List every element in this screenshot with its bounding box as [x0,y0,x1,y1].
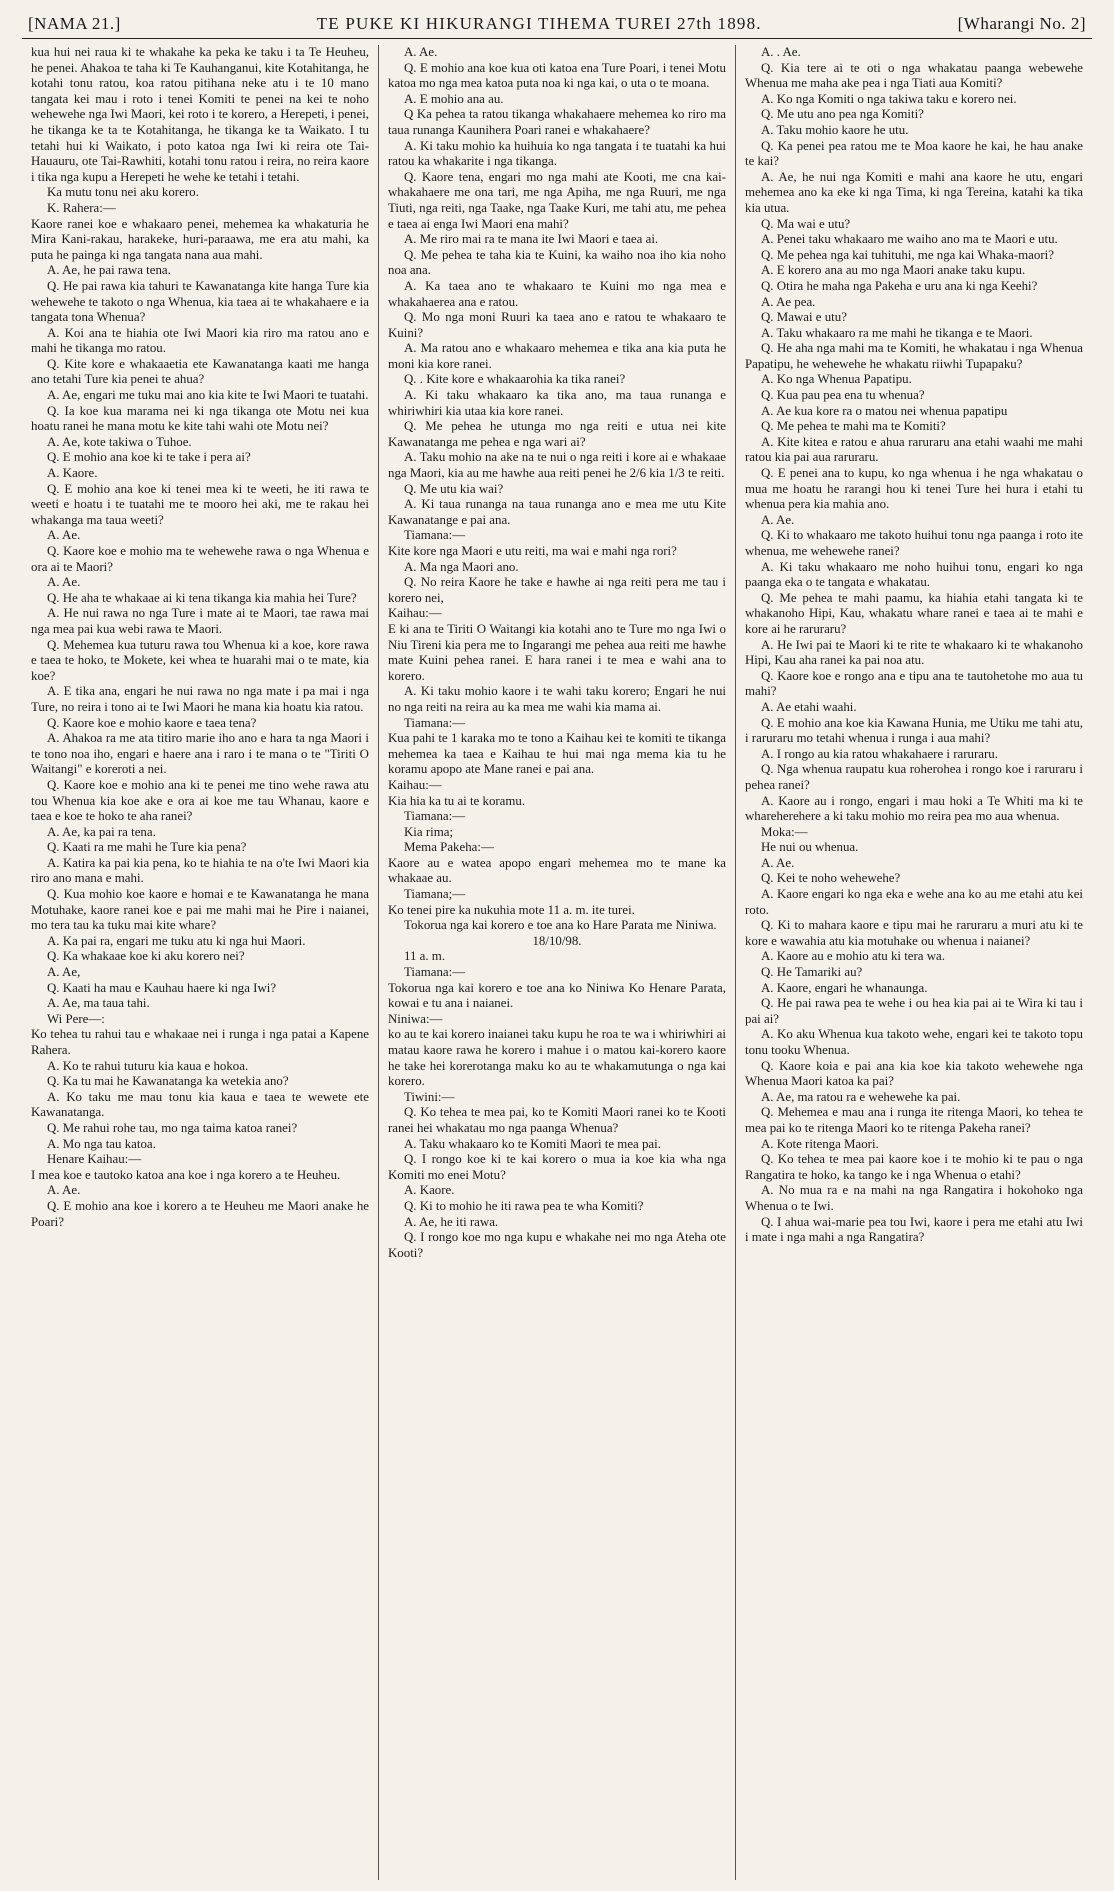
paragraph: Tiamana:— [404,809,466,824]
paragraph: Q. Me pehea te mahi paamu, ka hiahia etahi tangata ki te whakanoho Hipi, Kau, whakatu whare ranei e taea ai te mahi e kore ai he raruraru? [745,590,1083,636]
paragraph: Mema Pakeha:— [404,840,494,855]
paragraph: Q. Ma wai e utu? [761,216,851,231]
paragraph: Tiamana:— [404,528,466,543]
paragraph: Kaore ranei koe e whakaaro penei, mehemea ka whakaturia he Mira Kani-rakau, harakeke, huri-paraawa, me era atu mahi, ka puta he painga ki nga tangata nana aua mahi. [31,216,369,262]
paragraph: Q. E mohio ana koe i korero a te Heuheu me Maori anake he Poari? [31,1198,369,1229]
paragraph: Q. Ki to mahara kaore e tipu mai he raruraru a muri atu ki te kore e wawahia atu kia motuhake ou whenua i naianei? [745,918,1083,948]
paragraph: Q. Ki to whakaaro me takoto huihui tonu nga paanga i roto ite whenua, me wehewehe ranei? [745,528,1083,558]
paragraph: Q. E mohio ana koe kua oti katoa ena Ture Poari, i tenei Motu katoa mo nga mea katoa puta noa ki nga kai, o uta o te moana. [388,60,726,91]
paragraph: ko au te kai korero inaianei taku kupu he roa te wa i whiriwhiri ai matau kaore rawa he korero i mahue i o matou kai-korero kaore he take hei korerotanga maku ko au te whakamutunga o nga kai korero. [388,1027,726,1089]
paragraph: Henare Kaihau:— [47,1152,142,1167]
paragraph: Q. E mohio ana koe kia Kawana Hunia, me Utiku me tahi atu, i raruraru mo tetahi whenua i runga i aua mahi? [745,715,1083,746]
paragraph: Q. Me pehea nga kai tuhituhi, me nga kai Whaka-maori? [761,247,1054,262]
paragraph: Q. Mehemea kua tuturu rawa tou Whenua ki a koe, kore rawa e taea te hoko, te Mokete, kei whea te huarahi mai o te mate, kia koe? [31,637,369,683]
paragraph: Q. Kia tere ai te oti o nga whakatau paanga webewehe Whenua me maha ake pea i nga Tiati aua Komiti? [745,60,1083,91]
paragraph: Tiwini:— [404,1089,455,1104]
paragraph: A. E tika ana, engari he nui rawa no nga mate i pa mai i nga Ture, no reira i tono ai te Iwi Maori he mana kia hoatu kia ratou. [31,684,369,714]
paragraph: A. Mo nga tau katoa. [47,1136,156,1151]
paragraph: Q Ka pehea ta ratou tikanga whakahaere mehemea ko riro ma taua runanga Kaunihera Poari ranei e whakahaere? [388,107,726,137]
paragraph: Q. Me rahui rohe tau, mo nga taima katoa ranei? [47,1120,298,1135]
paragraph: Ko tehea tu rahui tau e whakaae nei i runga i nga patai a Kapene Rahera. [31,1027,369,1057]
paragraph: Q. Kaore koe e mohio ma te wehewehe rawa o nga Whenua e ora ai te Maori? [31,544,369,574]
column-3 [735,45,1092,1880]
paragraph: A. . Ae. [761,45,801,59]
paragraph: Q. I ahua wai-marie pea tou Iwi, kaore i pera me etahi atu Iwi i mate i nga mahi a nga Rangatira? [745,1214,1083,1245]
paragraph: A. Ae kua kore ra o matou nei whenua papatipu [761,403,1008,418]
paragraph: A. Ae, kote takiwa o Tuhoe. [47,434,192,449]
paragraph: Q. Otira he maha nga Pakeha e uru ana ki nga Keehi? [761,278,1038,293]
paragraph: Tiamana:— [404,965,466,980]
paragraph: He nui ou whenua. [761,840,859,855]
paragraph: A. Me riro mai ra te mana ite Iwi Maori e taea ai. [404,232,659,247]
paragraph: A. Kite kitea e ratou e ahua raruraru ana etahi waahi me mahi ratou kia pai aua raruraru. [745,434,1083,465]
paragraph: A. Ae, ka pai ra tena. [47,824,156,839]
paragraph: A. Kaore engari ko nga eka e wehe ana ko au me etahi atu kei roto. [745,887,1083,917]
paragraph: A. Ae, he iti rawa. [404,1214,499,1229]
paragraph: Tokorua nga kai korero e toe ana ko Hare Parata me Niniwa. [404,918,717,933]
paragraph: Q. Kaati ra me mahi he Ture kia pena? [47,840,247,855]
paragraph: Tokorua nga kai korero e toe ana ko Niniwa Ko Henare Parata, kowai e tu ana i naianei. [388,980,726,1011]
paragraph: A. Ae, he pai rawa tena. [47,263,171,278]
paragraph: A. Ko nga Komiti o nga takiwa taku e korero nei. [761,91,1017,106]
paragraph: Q. Ko tehea te mea pai kaore koe i te mohio ki te pau o nga Rangatira te hoko, ka tango ke i nga Whenua o etahi? [745,1152,1083,1182]
paragraph: A. No mua ra e na mahi na nga Rangatira i hokohoko nga Whenua o te Iwi. [745,1183,1083,1213]
paragraph: A. Kaore, engari he whanaunga. [761,980,928,995]
paragraph: A. E korero ana au mo nga Maori anake taku kupu. [761,263,1026,278]
paragraph: A. Taku whakaaro ra me mahi he tikanga e te Maori. [761,325,1033,340]
paragraph: 11 a. m. [404,949,446,964]
paragraph: A. Taku mohio kaore he utu. [761,122,909,137]
paragraph: A. Ka taea ano te whakaaro te Kuini mo nga mea e whakahaerea ana e ratou. [388,278,726,309]
paragraph: A. Ae pea. [761,294,816,309]
paragraph: Q. E mohio ana koe ki te take i pera ai? [47,450,251,465]
paragraph: Q. Ki to mohio he iti rawa pea te wha Komiti? [404,1198,644,1213]
paragraph: Moka:— [761,824,808,839]
paragraph: I mea koe e tautoko katoa ana koe i nga korero a te Heuheu. [31,1167,341,1182]
paragraph: A. Ki taku whakaaro ka tika ano, ma taua runanga e whiriwhiri kia utaa kia kore ranei. [388,388,726,418]
paragraph: K. Rahera:— [47,200,116,215]
paragraph: A. Ae, he nui nga Komiti e mahi ana kaore he utu, engari mehemea ano ka eke ki nga Tima, ki nga Tereina, katahi ka tika kia utua. [745,169,1083,215]
paragraph: A. Ko nga Whenua Papatipu. [761,372,912,387]
paragraph: A. Ae, ma taua tahi. [47,996,150,1011]
paragraph: A. Ko taku me mau tonu kia kaua e taea te wewete ete Kawanatanga. [31,1089,369,1120]
paragraph: Kia hia ka tu ai te koramu. [388,793,526,808]
paragraph: A. Koi ana te hiahia ote Iwi Maori kia riro ma ratou ano e mahi he tikanga mo ratou. [31,325,369,356]
paragraph: Q. Kei te noho wehewehe? [761,871,901,886]
paragraph: A. Ae. [761,512,795,527]
paragraph: Q. Mawai e utu? [761,310,847,325]
paragraph: Tiamana:— [404,715,466,730]
paragraph: Q. Nga whenua raupatu kua roherohea i rongo koe i raruraru i pehea ranei? [745,762,1083,792]
paragraph: Q. Kua pau pea ena tu whenua? [761,388,925,403]
paragraph: Q. I rongo koe mo nga kupu e whakahe nei mo nga Ateha ote Kooti? [388,1230,726,1260]
paragraph: A. Ki taku mohio ka huihuia ko nga tangata i te tuatahi ka hui ratou ka whakarite i nga tikanga. [388,138,726,169]
paragraph: Q. Kite kore e whakaaetia ete Kawanatanga kaati me hanga ano tetahi Ture kia penei te ahua? [31,356,369,387]
paragraph: Q. E mohio ana koe ki tenei mea ki te weeti, he iti rawa te weeti e hoatu i te tuatahi me te mooro hei aki, me te rakau hei whakanga ma taua weeti? [31,481,369,527]
paragraph: A. Ae. [47,528,81,543]
column-1 [22,45,378,1880]
paragraph: A. Kaore au e mohio atu ki tera wa. [761,949,945,964]
paragraph: A. Ma nga Maori ano. [404,559,519,574]
column-2 [378,45,735,1880]
paragraph: Q. E penei ana to kupu, ko nga whenua i he nga whakatau o mua me hoatu he rarangi hou ki tenei Ture hei hura i etahi tu whenua pera kia mahia ano. [745,466,1083,512]
paragraph: A. Kaore. [404,1183,455,1198]
paragraph: A. Ko te rahui tuturu kia kaua e hokoa. [47,1058,249,1073]
paragraph: Niniwa:— [388,1011,443,1026]
paragraph: Q. Kaore koia e pai ana kia koe kia takoto wehewehe nga Whenua Maori katoa ka pai? [745,1058,1083,1089]
paragraph: Q. Ka tu mai he Kawanatanga ka wetekia ano? [47,1074,289,1089]
paragraph: Ka mutu tonu nei aku korero. [47,185,199,200]
paragraph: Q. I rongo koe ki te kai korero o mua ia koe kia wha nga Komiti mo enei Motu? [388,1152,726,1182]
paragraph: Q. He aha nga mahi ma te Komiti, he whakatau i nga Whenua Papatipu, he wehewehe he whakatu riiwhi Tupapaku? [745,341,1083,371]
paragraph: Q. . Kite kore e whakaarohia ka tika ranei? [404,372,626,387]
paragraph: A. He Iwi pai te Maori ki te rite te whakaaro ki te whakanoho Hipi, Kau aha ranei ka pai noa atu. [745,637,1083,668]
paragraph: Q. He Tamariki au? [761,965,863,980]
paragraph: Q. Kaore koe e mohio ana ki te penei me tino wehe rawa atu tou Whenua kia koe ake e ora ai koe me tau Whanau, kaore e taea e koe te hoko te aha ranei? [31,777,369,824]
paragraph: Q. Kaore koe e mohio kaore e taea tena? [47,715,257,730]
paragraph: A. Ka pai ra, engari me tuku atu ki nga hui Maori. [47,933,306,948]
paragraph: Tiamana;— [404,887,466,902]
paragraph: Kaihau:— [388,606,442,621]
paragraph: A. Ma ratou ano e whakaaro mehemea e tika ana kia puta he moni kia kore ranei. [388,341,726,371]
paragraph: Q. He aha te whakaae ai ki tena tikanga kia mahia hei Ture? [47,590,357,605]
paragraph: A. Ki taua runanga na taua runanga ano e mea me utu Kite Kawanatange e pai ana. [388,497,726,527]
paragraph: Q. Ia koe kua marama nei ki nga tikanga ote Motu nei kua hoatu ranei he mana motu ke kite tahi wahi ote Motu nei? [31,403,369,434]
paragraph: E ki ana te Tiriti O Waitangi kia kotahi ano te Ture mo nga Iwi o Niu Tireni kia pera me to Ingarangi me pehea aua reiti me hawhe mate Kuini pehea ranei. E hara ranei i te mea e wahi ana to korero. [388,621,726,683]
paragraph: A. Ae. [47,575,81,590]
paragraph: Kia rima; [404,824,454,839]
paragraph: Q. Mehemea e mau ana i runga ite ritenga Maori, ko tehea te mea pai ko te ritenga Maori ko te ritenga Pakeha ranei? [745,1105,1083,1135]
paragraph: A. Kote ritenga Maori. [761,1136,879,1151]
paragraph: Q. Ka penei pea ratou me te Moa kaore he kai, he hau anake te kai? [745,138,1083,169]
paragraph: Q. Kaore koe e rongo ana e tipu ana te tautohetohe mo aua tu mahi? [745,668,1083,699]
paragraph: A. I rongo au kia ratou whakahaere i raruraru. [761,746,998,761]
paragraph: Q. Ko tehea te mea pai, ko te Komiti Maori ranei ko te Kooti ranei hei whakatau mo nga paanga Whenua? [388,1105,726,1135]
paragraph: A. Kaore. [47,466,98,481]
paragraph: A. Ko aku Whenua kua takoto wehe, engari kei te takoto topu tonu tooku Whenua. [745,1027,1083,1057]
paragraph: Q. He pai rawa pea te wehe i ou hea kia pai ai te Wira ki tau i pai ai? [745,996,1083,1026]
issue-number: [NAMA 21.] [28,14,121,33]
masthead-title: TE PUKE KI HIKURANGI TIHEMA TUREI 27th 1898. [316,14,762,33]
paragraph: Q. Me utu kia wai? [404,481,504,496]
paragraph: Wi Pere—: [47,1011,105,1026]
paragraph: Q. Me pehea te mahi ma te Komiti? [761,419,946,434]
page-number: [Wharangi No. 2] [957,14,1086,33]
paragraph: A. Ae, engari me tuku mai ano kia kite te Iwi Maori te tuatahi. [47,388,369,403]
paragraph: A. Ae etahi waahi. [761,699,857,714]
paragraph: Q. Mo nga moni Ruuri ka taea ano e ratou te whakaaro te Kuini? [388,310,726,340]
paragraph: A. Kaore au i rongo, engari i mau hoki a Te Whiti ma ki te whareherehere a ki taku mohio mo reira pea mo aua whenua. [745,793,1083,824]
paragraph: kua hui nei raua ki te whakahe ka peka ke taku i ta Te Heuheu, he penei. Ahakoa te taha ki Te Kauhanganui, kite Kotahitanga, he kotahi tonu ratou, koa ratou pitihana neke atu i te 10 mano tangata kei mau i roto i tenei Komiti te penei na kei te noho wehewehe nga Iwi Maori, kei roto i te korero, a Herepeti, i penei, he tikanga ke ta te Kotahitanga, he tikanga ke ta Waikato. I tu tetahi hui ki Waikato, i poto katoa nga Iwi ki reira ote Tai-Hauauru, ote Tai-Rawhiti, kotahi tonu ratou i reira, no reira kaore i tika nga kupu a Herepeti he wehe ke tetahi i tetahi. [31,45,369,184]
text-columns [22,45,1092,1880]
paragraph: A. Ae. [404,45,438,59]
paragraph: 18/10/98. [532,933,582,948]
paragraph: A. Ae, ma ratou ra e wehewehe ka pai. [761,1089,961,1104]
paragraph: Q. Ka whakaae koe ki aku korero nei? [47,949,245,964]
paragraph: Kite kore nga Maori e utu reiti, ma wai e mahi nga rori? [388,544,677,558]
page-header [22,14,1092,39]
paragraph: A. E mohio ana au. [404,91,504,106]
paragraph: Q. Kaati ha mau e Kauhau haere ki nga Iwi? [47,980,277,995]
paragraph: Ko tenei pire ka nukuhia mote 11 a. m. ite turei. [388,902,635,917]
paragraph: A. Taku mohio na ake na te nui o nga reiti i kore ai e whakaae nga Maori, kia au me hawhe aua reiti penei he 2/6 kia 1/3 te reiti. [388,450,726,481]
paragraph: A. Katira ka pai kia pena, ko te hiahia te na o'te Iwi Maori kia riro ano mana e mahi. [31,855,369,886]
paragraph: A. Ki taku mohio kaore i te wahi taku korero; Engari he nui no nga reiti na reira au ka mea me wahi kia mama ai. [388,684,726,714]
paragraph: Kaihau:— [388,777,442,792]
paragraph: A. Ae. [47,1183,81,1198]
paragraph: Kua pahi te 1 karaka mo te tono a Kaihau kei te komiti te tikanga mehemea ka taea e Kaihau te hui mai nga mema kia tu he koramu apopo ate Mane ranei e pai ana. [388,731,726,777]
paragraph: A. Taku whakaaro ko te Komiti Maori te mea pai. [404,1136,661,1151]
paragraph: A. Ahakoa ra me ata titiro marie iho ano e hara ta nga Maori i te tono noa iho, engari e haere ana i raro i te mana o te "Tiriti O Waitangi" e koreroti a nei. [31,731,369,777]
paragraph: A. Ki taku whakaaro me noho huihui tonu, engari ko nga paanga eka o te tangata e whakatau. [745,559,1083,590]
paragraph: Q. Me pehea he utunga mo nga reiti e utua nei kite Kawanatanga me pehea e nga wari ai? [388,419,726,449]
paragraph: A. Ae. [761,855,795,870]
paragraph: Kaore au e wateа apopo engari mehemea mo te mane ka whakaae au. [388,855,726,886]
paragraph: Q. Kaore tena, engari mo nga mahi ate Kooti, me cna kai-whakahaere me ona tari, me nga Apiha, me nga Ruuri, me nga Tiuti, nga reiti, nga Taake, nga Taake Kuri, me tahi atu, me pehea e taea ai enga Iwi Maori ena mahi? [388,169,726,231]
paragraph: A. Ae, [47,965,81,980]
paragraph: Q. He pai rawa kia tahuri te Kawanatanga kite hanga Ture kia wehewehe te takoto o nga Whenua, kia taea ai te whakahaere e ia tangata tona Whenua? [31,278,369,325]
paragraph: Q. Me utu ano pea nga Komiti? [761,107,924,122]
paragraph: A. He nui rawa no nga Ture i mate ai te Maori, tae rawa mai nga mea pai kua webi rawa te Maori. [31,606,369,636]
paragraph: Q. Me pehea te taha kia te Kuini, ka waiho noa iho kia noho noa ana. [388,247,726,278]
paragraph: A. Penei taku whakaaro me waiho ano ma te Maori e utu. [761,232,1058,247]
paragraph: Q. Kua mohio koe kaore e homai e te Kawanatanga he mana Motuhake, kaore ranei koe e pai me mahi mai he Pire i naianei, mo tera tau ka tuku mai kite whare? [31,887,369,933]
paragraph: Q. No reira Kaore he take e hawhe ai nga reiti pera me tau i korero nei, [388,575,726,605]
